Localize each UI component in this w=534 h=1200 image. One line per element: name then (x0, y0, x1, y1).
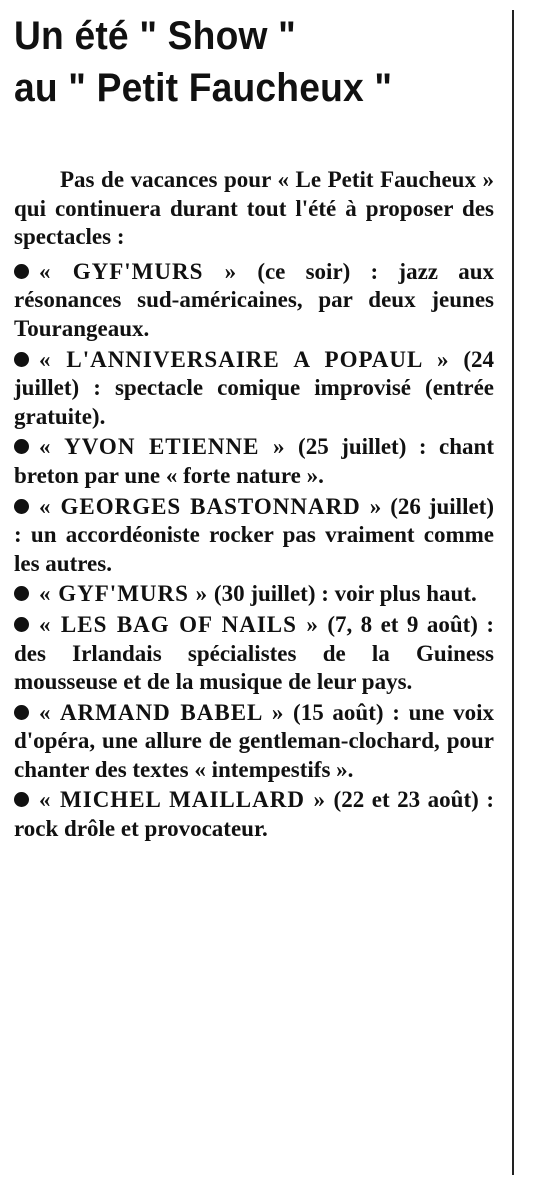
show-details: (ce soir) : jazz aux résonances sud-américaines, par deux jeunes Tourangeaux. (14, 258, 494, 341)
show-details: (22 et 23 août) : rock drôle et provocateur. (14, 787, 494, 842)
headline-line-2: au " Petit Faucheux " (14, 66, 393, 110)
show-details: (7, 8 et 9 août) : des Irlandais spécialistes de la Guiness mousseuse et de la musique de leur pays. (14, 611, 495, 695)
show-name: « L'ANNIVERSAIRE A POPAUL » (39, 346, 450, 372)
list-item (14, 346, 494, 432)
bullet-icon (14, 586, 29, 601)
bullet-icon (14, 439, 29, 454)
show-name: « LES BAG OF NAILS » (39, 611, 319, 637)
bullet-icon (14, 499, 29, 514)
bullet-icon (14, 617, 29, 632)
show-name: « ARMAND BABEL » (39, 699, 285, 725)
bullet-icon (14, 264, 29, 279)
show-details: (24 juillet) : spectacle comique improvisé (entrée gratuite). (14, 346, 494, 429)
show-details: (30 juillet) : voir plus haut. (213, 581, 477, 607)
show-name: « GYF'MURS » (39, 258, 238, 284)
article-body (14, 166, 494, 846)
headline-line-1: Un été " Show " (14, 14, 296, 58)
bullet-icon (14, 792, 29, 807)
show-details: (15 août) : une voix d'opéra, une allure de gentleman-clochard, pour chanter des textes « intempestifs ». (14, 699, 494, 782)
list-item (14, 611, 494, 697)
article-headline (14, 10, 460, 114)
list-item (14, 699, 494, 785)
bullet-icon (14, 705, 29, 720)
list-item (14, 580, 494, 609)
list-item (14, 258, 494, 344)
list-item (14, 786, 494, 843)
article-intro: Pas de vacances pour « Le Petit Faucheux » qui continuera durant tout l'été à proposer des spectacles : (14, 167, 494, 250)
list-item (14, 433, 494, 490)
show-details: (26 juillet) : un accordéoniste rocker pas vraiment comme les autres. (14, 493, 494, 576)
list-item (14, 493, 494, 579)
bullet-icon (14, 352, 29, 367)
show-name: « YVON ETIENNE » (39, 434, 286, 460)
show-name: « GEORGES BASTONNARD » (39, 493, 383, 519)
show-details: (25 juillet) : chant breton par une « forte nature ». (14, 434, 495, 488)
show-name: « MICHEL MAILLARD » (39, 787, 326, 813)
newspaper-article (14, 10, 514, 1175)
show-name: « GYF'MURS » (39, 581, 209, 607)
